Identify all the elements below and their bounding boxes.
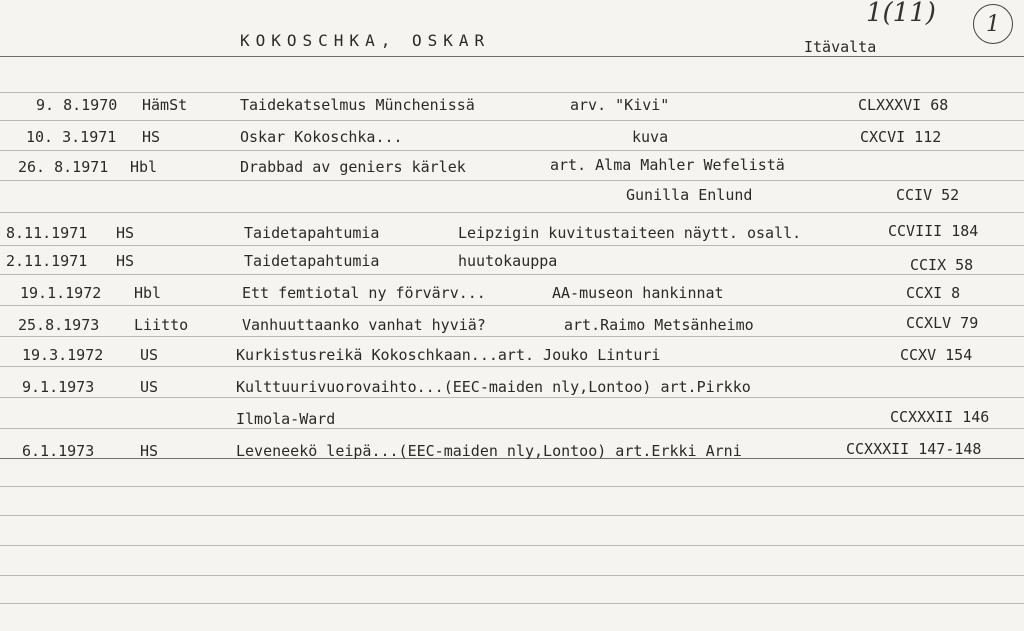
rule-line xyxy=(0,120,1024,121)
rule-line xyxy=(0,486,1024,487)
entry-ref: CLXXXVI 68 xyxy=(858,96,949,114)
entry-note: arv. "Kivi" xyxy=(570,96,670,114)
entry-ref: CCXLV 79 xyxy=(906,314,979,332)
entry-ref: CCXXXII 147-148 xyxy=(846,440,982,458)
card-number-handwritten: 1(11) xyxy=(866,0,936,28)
rule-line xyxy=(0,92,1024,93)
entry-title: Vanhuuttaanko vanhat hyviä? xyxy=(242,316,486,334)
rule-line xyxy=(0,515,1024,516)
card-title: KOKOSCHKA, OSKAR xyxy=(240,31,491,50)
entry-date: 9.1.1973 xyxy=(22,378,95,396)
entry-note: kuva xyxy=(632,128,669,146)
entry-date: 19.1.1972 xyxy=(20,284,102,302)
entry-ref: CCXI 8 xyxy=(906,284,961,302)
rule-line xyxy=(0,180,1024,181)
entry-date: 9. 8.1970 xyxy=(36,96,118,114)
rule-line xyxy=(0,545,1024,546)
entry-date: 6.1.1973 xyxy=(22,442,95,460)
entry-date: 8.11.1971 xyxy=(6,224,88,242)
entry-title: Taidetapahtumia xyxy=(244,252,380,270)
country-label: Itävalta xyxy=(804,38,877,56)
entry-date: 19.3.1972 xyxy=(22,346,104,364)
entry-source: HämSt xyxy=(142,96,188,114)
entry-note: huutokauppa xyxy=(458,252,558,270)
entry-source: HS xyxy=(116,224,135,242)
entry-date: 10. 3.1971 xyxy=(26,128,117,146)
rule-line xyxy=(0,212,1024,213)
entry-title: Leveneekö leipä...(EEC-maiden nly,Lontoo) art.Erkki Arni xyxy=(236,442,742,460)
entry-date: 25.8.1973 xyxy=(18,316,100,334)
entry-title: Oskar Kokoschka... xyxy=(240,128,403,146)
entry-title: Kurkistusreikä Kokoschkaan...art. Jouko Linturi xyxy=(236,346,661,364)
entry-note: Gunilla Enlund xyxy=(626,186,753,204)
circled-number-handwritten: 1 xyxy=(973,4,1013,44)
entry-ref: CXCVI 112 xyxy=(860,128,942,146)
entry-note: Leipzigin kuvitustaiteen näytt. osall. xyxy=(458,224,802,242)
entry-source: HS xyxy=(140,442,159,460)
rule-line xyxy=(0,56,1024,57)
rule-line xyxy=(0,603,1024,604)
entry-title: Drabbad av geniers kärlek xyxy=(240,158,466,176)
entry-ref: CCIX 58 xyxy=(910,256,974,274)
rule-line xyxy=(0,366,1024,367)
entry-source: Liitto xyxy=(134,316,189,334)
entry-note: AA-museon hankinnat xyxy=(552,284,724,302)
entry-source: US xyxy=(140,378,159,396)
rule-line xyxy=(0,397,1024,398)
entry-title: Taidetapahtumia xyxy=(244,224,380,242)
rule-line xyxy=(0,150,1024,151)
entry-date: 2.11.1971 xyxy=(6,252,88,270)
entry-title: Ett femtiotal ny förvärv... xyxy=(242,284,486,302)
entry-ref: CCXXXII 146 xyxy=(890,408,990,426)
entry-ref: CCVIII 184 xyxy=(888,222,979,240)
entry-ref: CCIV 52 xyxy=(896,186,960,204)
rule-line xyxy=(0,245,1024,246)
rule-line xyxy=(0,428,1024,429)
rule-line xyxy=(0,305,1024,306)
entry-source: US xyxy=(140,346,159,364)
entry-ref: CCXV 154 xyxy=(900,346,973,364)
rule-line xyxy=(0,336,1024,337)
entry-title: Taidekatselmus Münchenissä xyxy=(240,96,475,114)
entry-source: HS xyxy=(142,128,161,146)
entry-source: Hbl xyxy=(130,158,158,176)
rule-line xyxy=(0,274,1024,275)
entry-note: art. Alma Mahler Wefelistä xyxy=(550,156,785,174)
entry-source: Hbl xyxy=(134,284,162,302)
entry-note: art.Raimo Metsänheimo xyxy=(564,316,754,334)
rule-line xyxy=(0,575,1024,576)
entry-title: Ilmola-Ward xyxy=(236,410,336,428)
entry-source: HS xyxy=(116,252,135,270)
entry-title: Kulttuurivuorovaihto...(EEC-maiden nly,Lontoo) art.Pirkko xyxy=(236,378,751,396)
entry-date: 26. 8.1971 xyxy=(18,158,109,176)
